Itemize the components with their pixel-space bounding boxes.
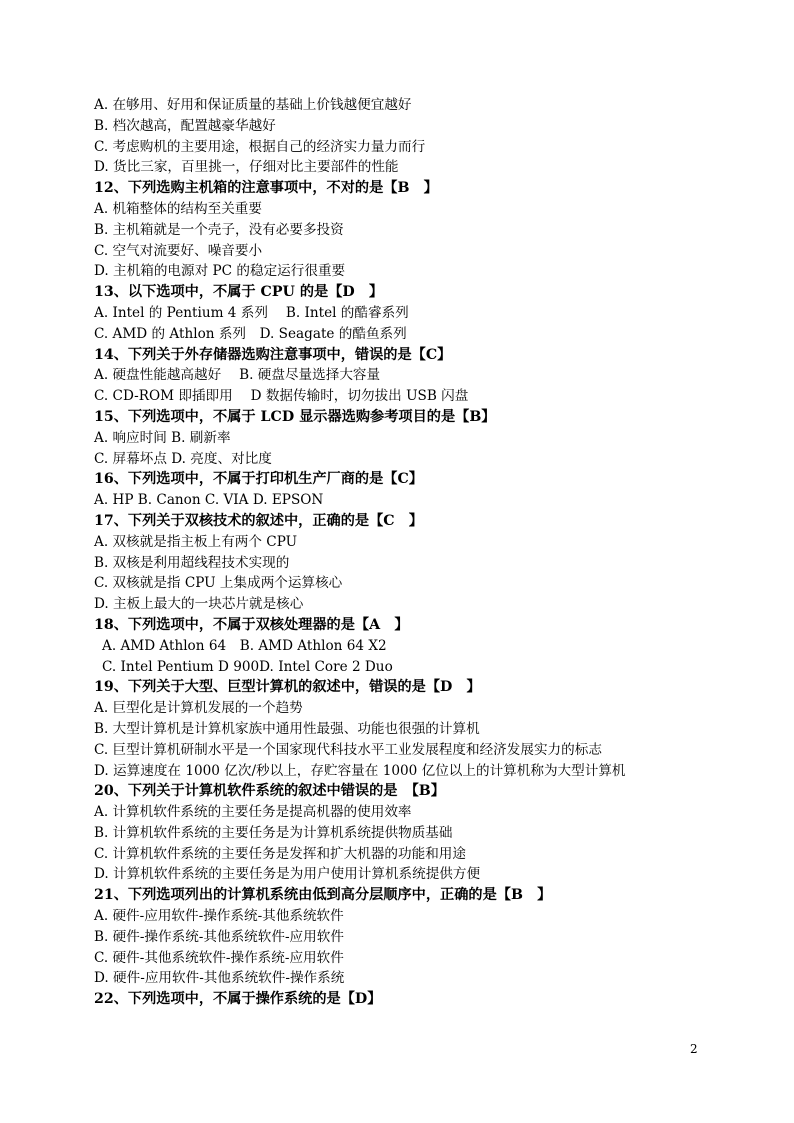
option-line: C. 屏幕坏点 D. 亮度、对比度 — [94, 450, 272, 467]
option-line: C. 考虑购机的主要用途，根据自己的经济实力量力而行 — [94, 138, 426, 155]
option-line: B. 计算机软件系统的主要任务是为计算机系统提供物质基础 — [94, 824, 453, 841]
option-line: C. 巨型计算机研制水平是一个国家现代科技水平工业发展程度和经济发展实力的标志 — [94, 741, 602, 758]
page-content — [94, 95, 734, 1010]
question-line: 12、下列选购主机箱的注意事项中，不对的是【B 】 — [94, 180, 438, 197]
option-line: B. 档次越高，配置越豪华越好 — [94, 117, 276, 134]
option-line: D. 主板上最大的一块芯片就是核心 — [94, 596, 304, 613]
option-line: A. 响应时间 B. 刷新率 — [94, 429, 231, 446]
option-line: A. 机箱整体的结构至关重要 — [94, 200, 262, 217]
question-line: 15、下列选项中，不属于 LCD 显示器选购参考项目的是【B】 — [94, 408, 496, 425]
question-line: 14、下列关于外存储器选购注意事项中，错误的是【C】 — [94, 346, 452, 363]
option-line: A. AMD Athlon 64 B. AMD Athlon 64 X2 — [102, 637, 387, 654]
question-line: 19、下列关于大型、巨型计算机的叙述中，错误的是【D 】 — [94, 679, 481, 696]
option-line: C. 计算机软件系统的主要任务是发挥和扩大机器的功能和用途 — [94, 845, 466, 862]
page-number: 2 — [690, 1042, 698, 1056]
option-line: D. 主机箱的电源对 PC 的稳定运行很重要 — [94, 263, 346, 280]
option-line: B. 大型计算机是计算机家族中通用性最强、功能也很强的计算机 — [94, 720, 480, 737]
question-line: 16、下列选项中，不属于打印机生产厂商的是【C】 — [94, 471, 423, 488]
option-line: A. Intel 的 Pentium 4 系列 B. Intel 的酷睿系列 — [94, 304, 409, 321]
option-line: A. 巨型化是计算机发展的一个趋势 — [94, 700, 303, 717]
option-line: C. CD-ROM 即插即用 D 数据传输时，切勿拔出 USB 闪盘 — [94, 388, 469, 405]
option-line: D. 计算机软件系统的主要任务是为用户使用计算机系统提供方便 — [94, 866, 481, 883]
question-line: 13、以下选项中，不属于 CPU 的是【D 】 — [94, 284, 384, 301]
option-line: C. Intel Pentium D 900D. Intel Core 2 Duo — [102, 658, 393, 675]
option-line: A. 计算机软件系统的主要任务是提高机器的使用效率 — [94, 804, 412, 821]
question-line: 20、下列关于计算机软件系统的叙述中错误的是 【B】 — [94, 783, 445, 800]
option-line: A. 硬件-应用软件-操作系统-其他系统软件 — [94, 908, 344, 925]
question-line: 21、下列选项列出的计算机系统由低到高分层顺序中，正确的是【B 】 — [94, 887, 552, 904]
option-line: B. 硬件-操作系统-其他系统软件-应用软件 — [94, 928, 344, 945]
option-line: D. 货比三家，百里挑一，仔细对比主要部件的性能 — [94, 159, 399, 176]
option-line: C. 双核就是指 CPU 上集成两个运算核心 — [94, 575, 343, 592]
option-line: C. 硬件-其他系统软件-操作系统-应用软件 — [94, 949, 344, 966]
option-line: D. 运算速度在 1000 亿次/秒以上，存贮容量在 1000 亿位以上的计算机称为大型计算机 — [94, 762, 626, 779]
option-line: A. 硬盘性能越高越好 B. 硬盘尽量选择大容量 — [94, 367, 381, 384]
option-line: C. 空气对流要好、噪音要小 — [94, 242, 263, 259]
question-line: 17、下列关于双核技术的叙述中，正确的是【C 】 — [94, 512, 423, 529]
option-line: C. AMD 的 Athlon 系列 D. Seagate 的酷鱼系列 — [94, 325, 407, 342]
option-line: A. 在够用、好用和保证质量的基础上价钱越便宜越好 — [94, 97, 412, 113]
question-line: 18、下列选项中，不属于双核处理器的是【A 】 — [94, 616, 409, 633]
option-line: D. 硬件-应用软件-其他系统软件-操作系统 — [94, 970, 345, 987]
option-line: A. 双核就是指主板上有两个 CPU — [94, 533, 298, 550]
option-line: B. 双核是利用超线程技术实现的 — [94, 554, 290, 571]
option-line: B. 主机箱就是一个壳子，没有必要多投资 — [94, 221, 344, 238]
option-line: A. HP B. Canon C. VIA D. EPSON — [94, 492, 324, 509]
question-line: 22、下列选项中，不属于操作系统的是【D】 — [94, 991, 382, 1008]
